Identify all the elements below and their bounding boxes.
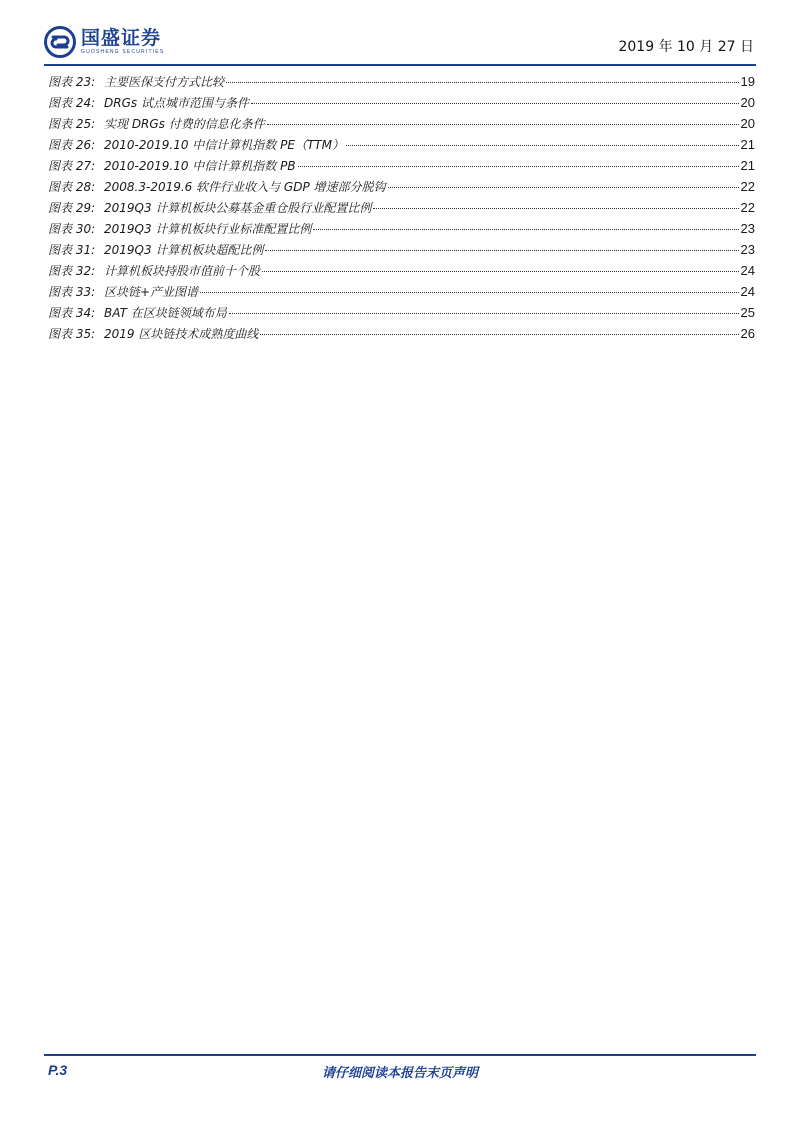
toc-entry-title: 实现 DRGs 付费的信息化条件 — [104, 117, 265, 131]
toc-entry-label: 图表 26: — [48, 138, 96, 152]
toc-entry-label: 图表 28: — [48, 180, 96, 194]
toc-entry-label: 图表 23: — [48, 75, 96, 89]
toc-entry-title: 2019Q3 计算机板块公募基金重仓股行业配置比例 — [104, 201, 372, 215]
toc-entry[interactable] — [48, 155, 755, 176]
toc-entry-label: 图表 32: — [48, 264, 96, 278]
toc-entry-label: 图表 27: — [48, 159, 96, 173]
toc-entry-label: 图表 25: — [48, 117, 96, 131]
toc-entry-page: 21 — [740, 137, 755, 152]
toc-entry-title: 主要医保支付方式比较 — [104, 75, 225, 89]
toc-entry[interactable] — [48, 176, 755, 197]
toc-entry-label: 图表 30: — [48, 222, 96, 236]
toc-entry-title: 2010-2019.10 中信计算机指数 PE（TTM） — [104, 138, 344, 152]
toc-entry-title: 计算机板块持股市值前十个股 — [104, 264, 261, 278]
toc-entry[interactable] — [48, 239, 755, 260]
toc-dot-leader — [346, 145, 739, 146]
toc-dot-leader — [298, 166, 739, 167]
toc-entry-page: 25 — [740, 305, 755, 320]
page-footer — [44, 1054, 756, 1084]
toc-entry-label: 图表 29: — [48, 201, 96, 215]
toc-entry-label: 图表 31: — [48, 243, 96, 257]
figure-list — [48, 71, 755, 344]
toc-entry-title: DRGs 试点城市范围与条件 — [104, 96, 249, 110]
header-divider — [44, 64, 756, 66]
toc-entry[interactable] — [48, 113, 755, 134]
toc-entry-title: 2010-2019.10 中信计算机指数 PB — [104, 159, 296, 173]
toc-entry-page: 23 — [740, 221, 755, 236]
toc-entry-label: 图表 35: — [48, 327, 96, 341]
toc-dot-leader — [262, 271, 739, 272]
toc-entry-title: 2019Q3 计算机板块超配比例 — [104, 243, 264, 257]
toc-entry-page: 22 — [740, 179, 755, 194]
toc-entry-title: 区块链+产业图谱 — [104, 285, 199, 299]
page-number: P.3 — [48, 1062, 68, 1078]
toc-entry-page: 23 — [740, 242, 755, 257]
toc-entry[interactable] — [48, 134, 755, 155]
toc-entry[interactable] — [48, 302, 755, 323]
toc-dot-leader — [265, 250, 738, 251]
logo-chinese-name: 国盛证券 — [81, 27, 162, 49]
toc-entry-page: 24 — [740, 263, 755, 278]
toc-dot-leader — [373, 208, 738, 209]
toc-entry-title: 2019Q3 计算机板块行业标准配置比例 — [104, 222, 312, 236]
toc-entry-page: 20 — [740, 116, 755, 131]
toc-entry[interactable] — [48, 71, 755, 92]
toc-dot-leader — [229, 313, 739, 314]
toc-entry[interactable] — [48, 197, 755, 218]
toc-dot-leader — [388, 187, 739, 188]
toc-entry[interactable] — [48, 323, 755, 344]
toc-entry-title: 2019 区块链技术成熟度曲线 — [104, 327, 259, 341]
toc-entry[interactable] — [48, 92, 755, 113]
toc-entry[interactable] — [48, 281, 755, 302]
toc-entry[interactable] — [48, 218, 755, 239]
toc-entry-label: 图表 33: — [48, 285, 96, 299]
toc-entry-page: 26 — [740, 326, 755, 341]
toc-dot-leader — [200, 292, 738, 293]
toc-entry-page: 20 — [740, 95, 755, 110]
page-header — [44, 22, 756, 66]
toc-entry[interactable] — [48, 260, 755, 281]
toc-entry-page: 24 — [740, 284, 755, 299]
logo-english-name: GUOSHENG SECURITIES — [81, 49, 165, 55]
company-logo — [44, 26, 164, 58]
toc-dot-leader — [260, 334, 738, 335]
footer-divider — [44, 1054, 756, 1056]
toc-entry-label: 图表 34: — [48, 306, 96, 320]
toc-entry-title: BAT 在区块链领域布局 — [104, 306, 227, 320]
guosheng-logo-icon — [44, 26, 76, 58]
toc-entry-title: 2008.3-2019.6 软件行业收入与 GDP 增速部分脱钩 — [104, 180, 386, 194]
report-date: 2019 年 10 月 27 日 — [618, 39, 754, 55]
toc-dot-leader — [251, 103, 739, 104]
toc-dot-leader — [313, 229, 738, 230]
toc-entry-page: 22 — [740, 200, 755, 215]
toc-entry-page: 19 — [740, 74, 755, 89]
toc-entry-page: 21 — [740, 158, 755, 173]
disclaimer-text: 请仔细阅读本报告末页声明 — [321, 1066, 478, 1081]
toc-entry-label: 图表 24: — [48, 96, 96, 110]
toc-dot-leader — [267, 124, 739, 125]
toc-dot-leader — [226, 82, 739, 83]
